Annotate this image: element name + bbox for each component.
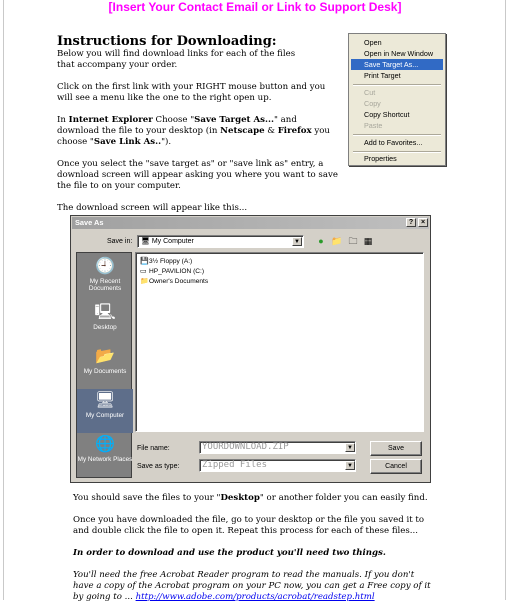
place-label: Desktop bbox=[93, 324, 117, 331]
p3-b: Choose " bbox=[152, 115, 195, 125]
file-name-dropdown[interactable] bbox=[343, 441, 356, 454]
list-item[interactable] bbox=[140, 277, 208, 286]
instructions-p1: Below you will find download links for each of the files that accompany your order. bbox=[57, 49, 296, 70]
menu-add-to-favorites[interactable]: Add to Favorites... bbox=[364, 138, 423, 147]
save-as-dialog bbox=[70, 215, 431, 483]
menu-open-new-window[interactable]: Open in New Window bbox=[364, 49, 434, 58]
menu-cut[interactable]: Cut bbox=[364, 88, 376, 97]
menu-save-target-as[interactable]: Save Target As... bbox=[351, 59, 443, 70]
p3-save-link: Save Link As.. bbox=[93, 137, 162, 147]
views-icon[interactable]: ▦ bbox=[363, 236, 373, 246]
recent-documents-icon: 🕘 bbox=[95, 258, 115, 275]
folder-icon: 📁 bbox=[140, 278, 149, 285]
left-border bbox=[3, 0, 4, 600]
computer-icon: 🖥 bbox=[94, 392, 116, 409]
dialog-title: Save As bbox=[75, 218, 104, 227]
instructions-p3 bbox=[57, 115, 335, 148]
floppy-icon: 💾 bbox=[140, 258, 149, 265]
instructions-p4: Once you select the "save target as" or "save link as" entry, a download screen will appear asking you where you want to save the file to on your computer. bbox=[57, 159, 338, 191]
list-item[interactable] bbox=[140, 267, 204, 276]
new-folder-icon[interactable]: 🗀 bbox=[348, 236, 358, 246]
place-my-documents[interactable] bbox=[77, 345, 133, 389]
save-type-label: Save as type: bbox=[137, 463, 180, 470]
lower-p4 bbox=[73, 570, 433, 603]
place-desktop[interactable] bbox=[77, 301, 133, 345]
p3-save-target: Save Target As... bbox=[194, 115, 274, 125]
contact-heading: [Insert Your Contact Email or Link to Support Desk] bbox=[108, 0, 402, 14]
close-button[interactable]: × bbox=[418, 218, 428, 227]
save-type-dropdown[interactable] bbox=[343, 459, 356, 472]
p3-firefox: Firefox bbox=[277, 126, 312, 136]
menu-properties[interactable]: Properties bbox=[364, 154, 397, 163]
lower-p2: Once you have downloaded the file, go to your desktop or the file you saved it to and double click the file to open it. Repeat this process for each of these files... bbox=[73, 515, 425, 536]
lower-p3: In order to download and use the product you'll need two things. bbox=[73, 548, 386, 558]
place-label: My Network Places bbox=[77, 456, 133, 463]
file-label: HP_PAVILION (C:) bbox=[149, 268, 205, 275]
documents-folder-icon: 📂 bbox=[95, 348, 115, 365]
dialog-titlebar bbox=[72, 217, 429, 229]
p3-ie: Internet Explorer bbox=[68, 115, 153, 125]
place-label: My Computer bbox=[85, 412, 125, 419]
file-label: 3½ Floppy (A:) bbox=[149, 258, 193, 265]
acrobat-link[interactable]: http://www.adobe.com/products/acrobat/readstep.html bbox=[135, 592, 375, 602]
file-name-input[interactable]: YOURDOWNLOAD.ZIP bbox=[199, 441, 356, 454]
place-my-computer[interactable] bbox=[77, 389, 133, 433]
lower-p1-b: " or another folder you can easily find. bbox=[259, 493, 428, 503]
menu-separator bbox=[353, 84, 441, 86]
p3-netscape: Netscape bbox=[220, 126, 265, 136]
instructions-p2: Click on the first link with your RIGHT mouse button and you will see a menu like the one to the right open up. bbox=[57, 82, 326, 103]
drive-icon: ▭ bbox=[140, 268, 147, 275]
network-icon: 🌐 bbox=[95, 436, 115, 453]
p3-e: "). bbox=[161, 137, 172, 147]
p3-c: " and download the file to your desktop (in bbox=[57, 115, 297, 136]
place-label: My Documents bbox=[83, 368, 127, 375]
menu-separator bbox=[353, 134, 441, 136]
save-in-combo[interactable] bbox=[137, 235, 304, 248]
lower-p4-text: You'll need the free Acrobat Reader program to read the manuals. If you don't have a copy of the Acrobat program on your PC now, you can get a Free copy of it by going to ... bbox=[73, 570, 431, 602]
lower-p1-a: You should save the files to your " bbox=[73, 493, 221, 503]
right-border bbox=[505, 0, 506, 600]
place-my-recent-documents[interactable] bbox=[77, 255, 133, 299]
lower-p1 bbox=[73, 493, 433, 504]
chevron-down-icon[interactable]: ▼ bbox=[345, 443, 355, 452]
list-item[interactable] bbox=[140, 257, 192, 266]
file-list[interactable] bbox=[135, 252, 424, 432]
cancel-button[interactable]: Cancel bbox=[370, 459, 422, 474]
lower-p1-desktop: Desktop bbox=[220, 493, 260, 503]
file-label: Owner's Documents bbox=[149, 278, 209, 285]
place-my-network-places[interactable] bbox=[77, 433, 133, 477]
lower-section bbox=[73, 493, 433, 603]
places-bar bbox=[76, 252, 132, 478]
menu-open[interactable]: Open bbox=[364, 38, 382, 47]
menu-copy-shortcut[interactable]: Copy Shortcut bbox=[364, 110, 410, 119]
menu-print-target[interactable]: Print Target bbox=[364, 71, 401, 80]
computer-icon: 🖥 bbox=[141, 238, 150, 245]
instructions-p5: The download screen will appear like this... bbox=[57, 203, 248, 213]
save-type-select[interactable]: Zipped Files bbox=[199, 459, 356, 472]
back-icon[interactable]: ● bbox=[318, 236, 324, 246]
save-button[interactable]: Save bbox=[370, 441, 422, 456]
menu-paste[interactable]: Paste bbox=[364, 121, 383, 130]
save-in-label: Save in: bbox=[107, 238, 133, 245]
file-name-label: File name: bbox=[137, 445, 170, 452]
desktop-icon: 🖳 bbox=[94, 304, 116, 321]
instructions-title: Instructions for Downloading: bbox=[57, 34, 277, 49]
context-menu bbox=[348, 33, 446, 166]
menu-copy[interactable]: Copy bbox=[364, 99, 381, 108]
p3-a: In bbox=[57, 115, 69, 125]
chevron-down-icon[interactable]: ▼ bbox=[345, 461, 355, 470]
save-in-value: My Computer bbox=[151, 238, 194, 245]
chevron-down-icon[interactable]: ▼ bbox=[292, 237, 302, 246]
place-label: My Recent Documents bbox=[88, 278, 122, 292]
p3-d: you choose " bbox=[57, 126, 330, 147]
p3-amp: & bbox=[264, 126, 278, 136]
up-folder-icon[interactable]: 📁 bbox=[331, 236, 343, 246]
help-button[interactable]: ? bbox=[406, 218, 416, 227]
